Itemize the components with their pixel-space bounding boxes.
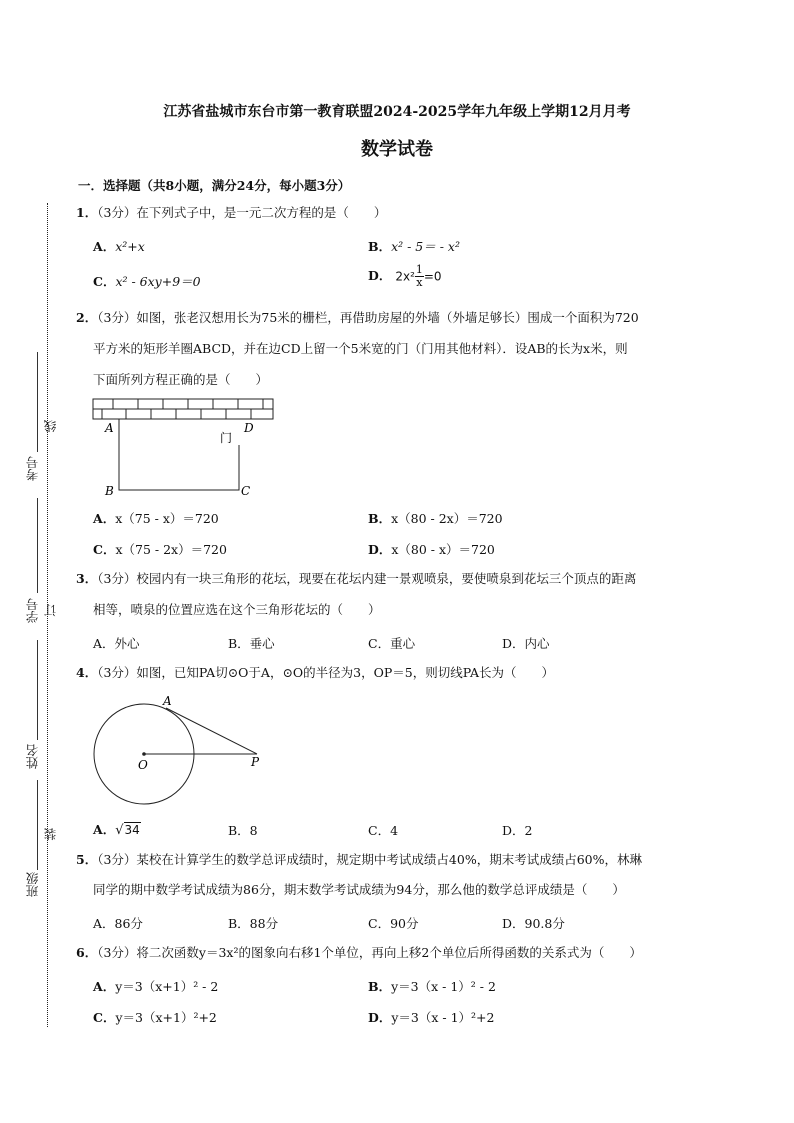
q2-option-b: B．x（80 - 2x）＝720 <box>368 511 503 526</box>
q2-option-a: A．x（75 - x）＝720 <box>93 511 219 526</box>
side-label-zhuang: 装 <box>43 828 58 841</box>
q1-option-b: B．x² - 5＝ - x² <box>368 239 460 254</box>
q3-option-c: C．重心 <box>368 636 416 651</box>
q6-option-c: C．y＝3（x+1）²+2 <box>93 1010 217 1025</box>
q2-fig-label-a: A <box>105 421 114 435</box>
q2-fig-label-c: C <box>241 484 251 498</box>
q1-option-d: D． 2x² $\frac{1}{x}$ =0 <box>368 263 442 289</box>
q6-stem: 6．（3分）将二次函数y＝3x²的图象向右移1个单位，再向上移2个单位后所得函数的关系式为（ ） <box>76 945 642 960</box>
q3-option-b: B．垂心 <box>228 636 275 651</box>
q6-option-d: D．y＝3（x - 1）²+2 <box>368 1010 495 1025</box>
q3-option-a: A．外心 <box>93 636 140 651</box>
q5-stem-line2: 同学的期中数学考试成绩为86分，期末数学考试成绩为94分，那么他的数学总评成绩是（ ） <box>93 882 625 897</box>
q2-option-d: D．x（80 - x）＝720 <box>368 542 495 557</box>
q4-figure <box>88 692 268 814</box>
xingming-underline <box>37 640 38 740</box>
q4-option-c: C．4 <box>368 823 399 838</box>
q5-stem-line1: 5．（3分）某校在计算学生的数学总评成绩时，规定期中考试成绩占40%，期末考试成绩占60%，林琳 <box>76 852 642 867</box>
q2-option-c: C．x（75 - 2x）＝720 <box>93 542 227 557</box>
q2-figure <box>90 395 280 500</box>
q2-stem-line3: 下面所列方程正确的是（ ） <box>93 372 269 387</box>
q4-fig-label-a: A <box>163 694 172 708</box>
q1-option-a: A．x²+x <box>93 239 145 254</box>
q2-fig-label-door: 门 <box>220 431 233 445</box>
side-label-xian: 线 <box>43 420 58 433</box>
q1-stem: 1．（3分）在下列式子中，是一元二次方程的是（ ） <box>76 205 387 220</box>
kaohao-underline <box>37 352 38 452</box>
q5-option-b: B．88分 <box>228 916 279 931</box>
q4-option-b: B．8 <box>228 823 258 838</box>
q4-option-a: A．√34 <box>93 822 140 838</box>
q2-fig-label-b: B <box>105 484 114 498</box>
q4-stem: 4．（3分）如图，已知PA切⊙O于A，⊙O的半径为3，OP＝5，则切线PA长为（ ） <box>76 665 555 680</box>
exam-subject: 数学试卷 <box>361 139 433 160</box>
q4-option-d: D．2 <box>502 823 533 838</box>
side-label-xingming: 姓名 <box>25 744 40 769</box>
q1-option-c: C．x² - 6xy+9＝0 <box>93 274 201 289</box>
side-label-ding: 订 <box>43 604 58 617</box>
section-heading: 一．选择题（共8小题，满分24分，每小题3分） <box>78 178 351 193</box>
side-label-kaohao: 考号 <box>25 456 40 481</box>
q5-option-a: A．86分 <box>93 916 143 931</box>
q6-option-a: A．y＝3（x+1）² - 2 <box>93 979 219 994</box>
q5-option-d: D．90.8分 <box>502 916 565 931</box>
q2-stem-line1: 2．（3分）如图，张老汉想用长为75米的栅栏，再借助房屋的外墙（外墙足够长）围成一个面积为720 <box>76 310 639 325</box>
q6-option-b: B．y＝3（x - 1）² - 2 <box>368 979 496 994</box>
q5-option-c: C．90分 <box>368 916 419 931</box>
q2-fig-label-d: D <box>244 421 254 435</box>
q3-stem-line1: 3．（3分）校园内有一块三角形的花坛，现要在花坛内建一景观喷泉，要使喷泉到花坛三个顶点的距离 <box>76 571 637 586</box>
q2-stem-line2: 平方米的矩形羊圈ABCD，并在边CD上留一个5米宽的门（门用其他材料）．设AB的长为x米，则 <box>93 341 628 356</box>
q4-fig-label-o: O <box>138 758 148 772</box>
xuehao-underline <box>37 498 38 593</box>
banji-underline <box>37 780 38 870</box>
side-label-banji: 班级 <box>25 872 40 897</box>
q4-fig-label-p: P <box>251 755 260 769</box>
q3-option-d: D．内心 <box>502 636 550 651</box>
q3-stem-line2: 相等，喷泉的位置应选在这个三角形花坛的（ ） <box>93 602 381 617</box>
exam-title: 江苏省盐城市东台市第一教育联盟2024-2025学年九年级上学期12月月考 <box>163 104 631 120</box>
side-label-xuehao: 学号 <box>25 598 40 623</box>
